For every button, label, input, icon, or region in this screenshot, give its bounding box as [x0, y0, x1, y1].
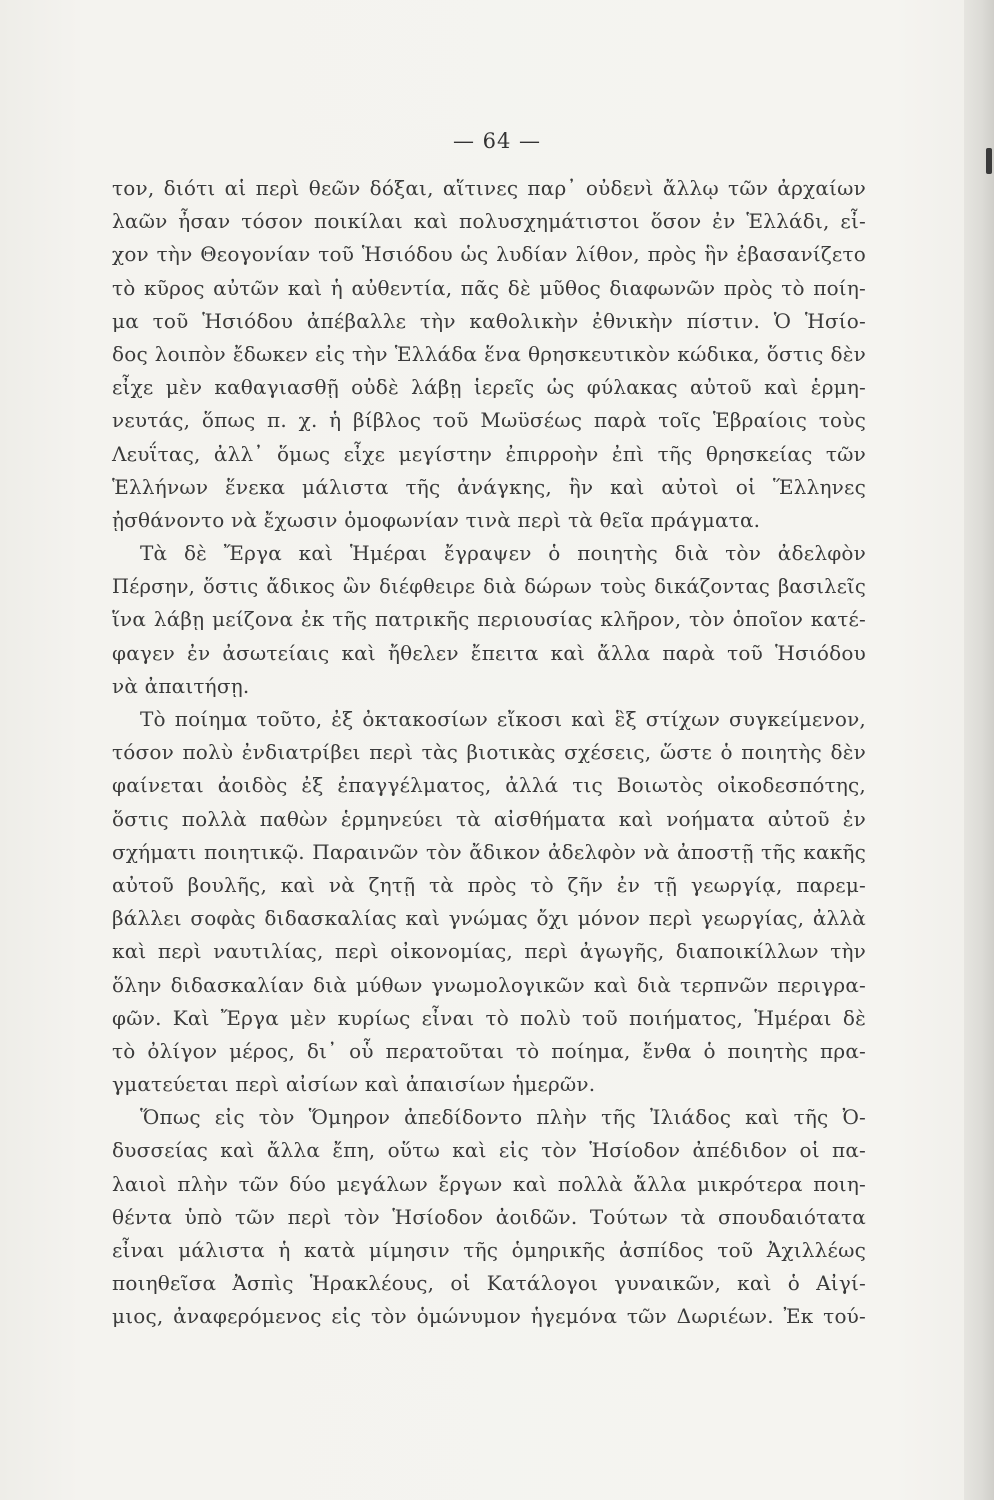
text-line: Πέρσην, ὅστις ἄδικος ὢν διέφθειρε διὰ δώρων τοὺς δικάζοντας βασιλεῖς — [112, 575, 866, 599]
text-line-paragraph-start: Τὰ δὲ Ἔργα καὶ Ἡμέραι ἔγραψεν ὁ ποιητὴς διὰ τὸν ἀδελφὸν — [140, 541, 866, 566]
text-line: ὅστις πολλὰ παθὼν ἑρμηνεύει τὰ αἰσθήματα καὶ νοήματα αὐτοῦ ἐν — [112, 806, 866, 831]
text-line: νευτάς, ὅπως π. χ. ἡ βίβλος τοῦ Μωϋσέως παρὰ τοῖς Ἑβραίοις τοὺς — [112, 408, 866, 433]
text-line-paragraph-start: Ὅπως εἰς τὸν Ὅμηρον ἀπεδίδοντο πλὴν τῆς Ἰλιάδος καὶ τῆς Ὀ- — [140, 1105, 866, 1130]
text-line: τὸ ὀλίγον μέρος, δι᾽ οὗ περατοῦται τὸ ποίημα, ἔνθα ὁ ποιητὴς πρα- — [112, 1038, 866, 1063]
text-line: θέντα ὑπὸ τῶν περὶ τὸν Ἡσίοδον ἀοιδῶν. Τούτων τὰ σπουδαιότατα — [112, 1204, 866, 1229]
text-line-paragraph-end: ᾐσθάνοντο νὰ ἔχωσιν ὁμοφωνίαν τινὰ περὶ τὰ θεῖα πράγματα. — [112, 507, 761, 532]
text-line-paragraph-end: νὰ ἀπαιτήσῃ. — [112, 673, 250, 698]
text-line: τόσον πολὺ ἐνδιατρίβει περὶ τὰς βιοτικὰς σχέσεις, ὥστε ὁ ποιητὴς δὲν — [112, 740, 866, 765]
text-line: Ἑλλήνων ἕνεκα μάλιστα τῆς ἀνάγκης, ἣν καὶ αὐτοὶ οἱ Ἕλληνες — [112, 474, 866, 499]
text-line-paragraph-start: Τὸ ποίημα τοῦτο, ἐξ ὀκτακοσίων εἴκοσι καὶ ἓξ στίχων συγκείμενον, — [140, 707, 866, 731]
page-number: — 64 — — [452, 129, 542, 153]
text-line: φαίνεται ἀοιδὸς ἐξ ἐπαγγέλματος, ἀλλά τις Βοιωτὸς οἰκοδεσπότης, — [112, 773, 866, 798]
text-line: τον, διότι αἱ περὶ θεῶν δόξαι, αἵτινες παρ᾽ οὐδενὶ ἄλλῳ τῶν ἀρχαίων — [112, 176, 866, 200]
text-line: μα τοῦ Ἡσιόδου ἀπέβαλλε τὴν καθολικὴν ἐθνικὴν πίστιν. Ὁ Ἡσίο- — [112, 308, 866, 333]
text-line: εἶναι μάλιστα ἡ κατὰ μίμησιν τῆς ὁμηρικῆς ἀσπίδος τοῦ Ἀχιλλέως — [112, 1238, 866, 1262]
body-text — [112, 172, 866, 1334]
text-line: σχήματι ποιητικῷ. Παραινῶν τὸν ἄδικον ἀδελφὸν νὰ ἀποστῇ τῆς κακῆς — [112, 839, 866, 864]
text-line: λαιοὶ πλὴν τῶν δύο μεγάλων ἔργων καὶ πολλὰ ἄλλα μικρότερα ποιη- — [112, 1171, 866, 1196]
text-line: ἵνα λάβῃ μείζονα ἐκ τῆς πατρικῆς περιουσίας κλῆρον, τὸν ὁποῖον κατέ- — [112, 607, 866, 632]
text-line: δυσσείας καὶ ἄλλα ἔπη, οὕτω καὶ εἰς τὸν Ἡσίοδον ἀπέδιδον οἱ πα- — [112, 1138, 866, 1163]
text-line: μιος, ἀναφερόμενος εἰς τὸν ὁμώνυμον ἡγεμόνα τῶν Δωριέων. Ἐκ τού- — [112, 1304, 866, 1329]
page-right-edge — [964, 0, 994, 1500]
text-line: χον τὴν Θεογονίαν τοῦ Ἡσιόδου ὡς λυδίαν λίθον, πρὸς ἣν ἐβασανίζετο — [112, 242, 866, 267]
text-line: τὸ κῦρος αὐτῶν καὶ ἡ αὐθεντία, πᾶς δὲ μῦθος διαφωνῶν πρὸς τὸ ποίη- — [112, 275, 866, 300]
text-line: αὐτοῦ βουλῆς, καὶ νὰ ζητῇ τὰ πρὸς τὸ ζῆν ἐν τῇ γεωργίᾳ, παρεμ- — [112, 872, 866, 897]
text-line: φῶν. Καὶ Ἔργα μὲν κυρίως εἶναι τὸ πολὺ τοῦ ποιήματος, Ἡμέραι δὲ — [112, 1005, 866, 1030]
text-line: λαῶν ἦσαν τόσον ποικίλαι καὶ πολυσχημάτιστοι ὅσον ἐν Ἑλλάδι, εἶ- — [112, 209, 866, 234]
text-line: εἶχε μὲν καθαγιασθῇ οὐδὲ λάβῃ ἱερεῖς ὡς φύλακας αὐτοῦ καὶ ἑρμη- — [112, 375, 866, 400]
text-line: ὅλην διδασκαλίαν διὰ μύθων γνωμολογικῶν καὶ διὰ τερπνῶν περιγρα- — [112, 972, 866, 997]
text-line: καὶ περὶ ναυτιλίας, περὶ οἰκονομίας, περὶ ἀγωγῆς, διαποικίλλων τὴν — [112, 939, 866, 964]
text-line: δος λοιπὸν ἔδωκεν εἰς τὴν Ἑλλάδα ἕνα θρησκευτικὸν κώδικα, ὅστις δὲν — [112, 341, 866, 366]
text-line: ποιηθεῖσα Ἀσπὶς Ἡρακλέους, οἱ Κατάλογοι γυναικῶν, καὶ ὁ Αἰγί- — [112, 1271, 866, 1296]
text-line: φαγεν ἐν ἀσωτείαις καὶ ἤθελεν ἔπειτα καὶ ἄλλα παρὰ τοῦ Ἡσιόδου — [112, 640, 866, 665]
text-line-paragraph-end: γματεύεται περὶ αἰσίων καὶ ἀπαισίων ἡμερῶν. — [112, 1072, 596, 1097]
text-line: βάλλει σοφὰς διδασκαλίας καὶ γνώμας ὄχι μόνον περὶ γεωργίας, ἀλλὰ — [112, 906, 866, 931]
text-line: Λευΐτας, ἀλλ᾽ ὅμως εἶχε μεγίστην ἐπιρροὴν ἐπὶ τῆς θρησκείας τῶν — [112, 441, 866, 466]
